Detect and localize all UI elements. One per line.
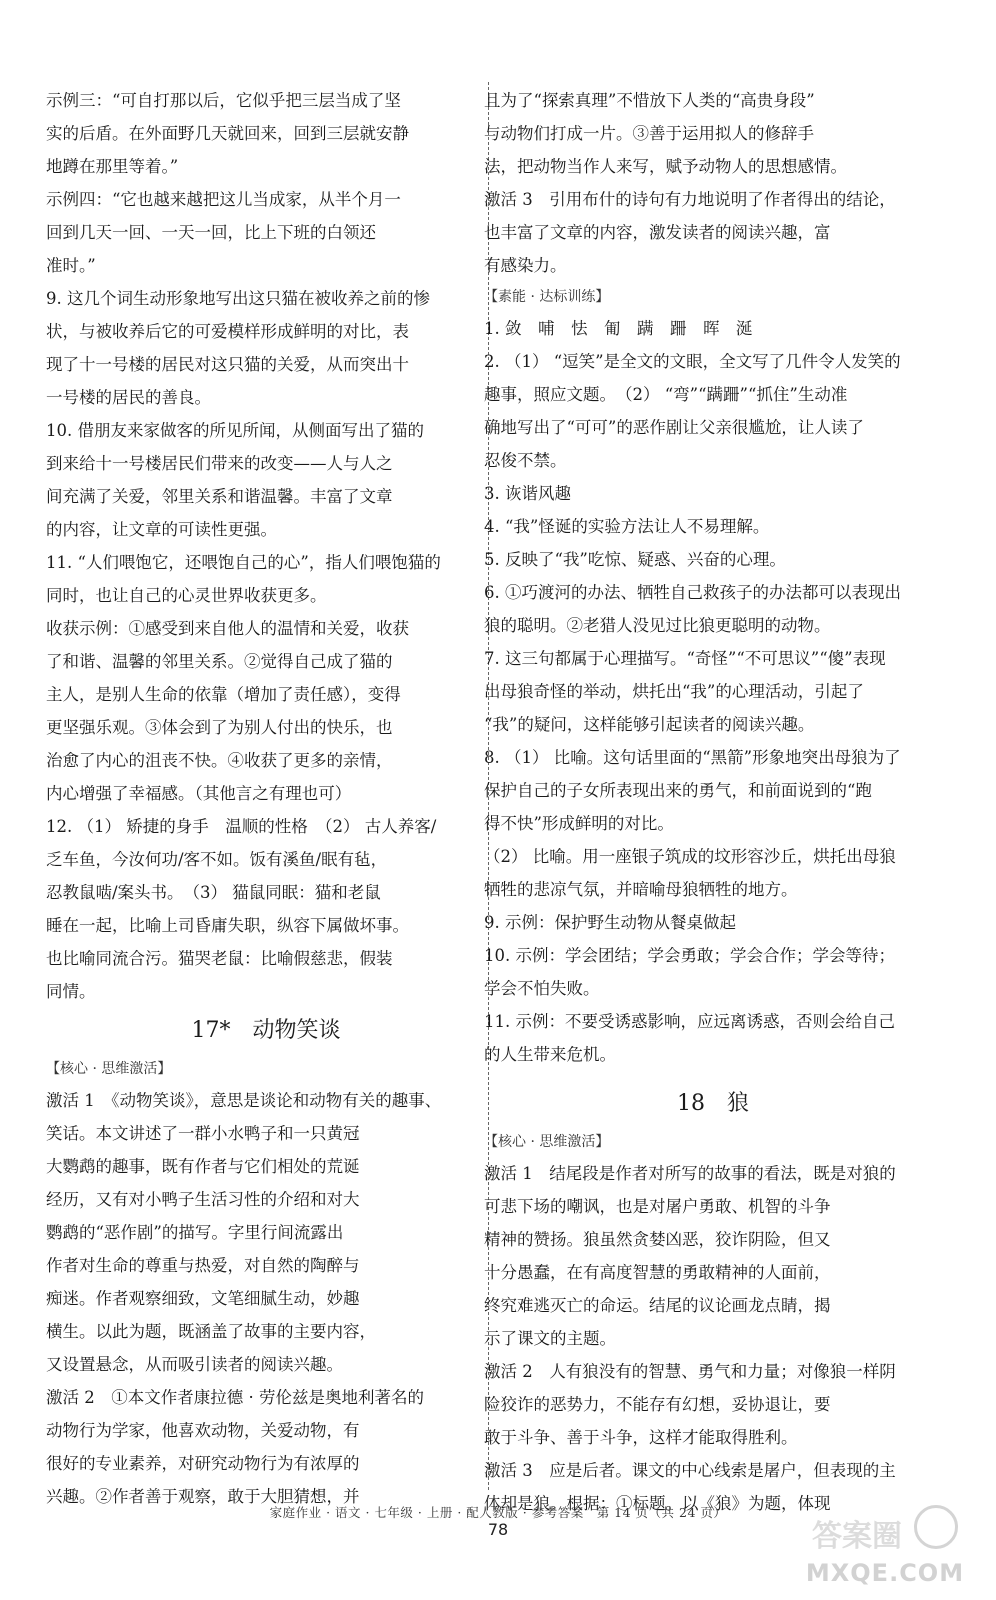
watermark-domain: MXQE.COM bbox=[805, 1559, 965, 1587]
right-column bbox=[484, 84, 942, 1520]
text-line: 实的后盾。在外面野几天就回来，回到三层就安静 bbox=[46, 124, 409, 143]
text-line: 10. 借朋友来家做客的所见所闻，从侧面写出了猫的 bbox=[46, 421, 424, 440]
text-line: 确地写出了“可可”的恶作剧让父亲很尴尬，让人读了 bbox=[484, 418, 864, 437]
text-line: 痴迷。作者观察细致，文笔细腻生动，妙趣 bbox=[46, 1289, 360, 1308]
left-column bbox=[46, 84, 486, 1513]
text-line: 睡在一起，比喻上司昏庸失职，纵容下属做坏事。 bbox=[46, 916, 409, 935]
text-line: 激活 2 人有狼没有的智慧、勇气和力量；对像狼一样阴 bbox=[484, 1362, 896, 1381]
text-line: 学会不怕失败。 bbox=[484, 979, 600, 998]
text-line: 十分愚蠢，在有高度智慧的勇敢精神的人面前， bbox=[484, 1263, 831, 1282]
text-line: 同时，也让自己的心灵世界收获更多。 bbox=[46, 586, 327, 605]
section-title: 17* 动物笑谈 bbox=[191, 1018, 341, 1043]
footer-text: 家庭作业 · 语文 · 七年级 · 上册 · 配人教版 · 参考答案 第 14 页（共 24 页） bbox=[269, 1505, 727, 1520]
text-line: 的内容，让文章的可读性更强。 bbox=[46, 520, 277, 539]
watermark-badge-icon bbox=[914, 1505, 958, 1549]
text-line: 激活 3 应是后者。课文的中心线索是屠户，但表现的主 bbox=[484, 1461, 896, 1480]
text-line: 收获示例：①感受到来自他人的温情和关爱，收获 bbox=[46, 619, 409, 638]
text-line: 10. 示例：学会团结；学会勇敢；学会合作；学会等待； bbox=[484, 946, 895, 965]
text-line: 11. “人们喂饱它，还喂饱自己的心”，指人们喂饱猫的 bbox=[46, 553, 441, 572]
text-line: 大鹦鹉的趣事，既有作者与它们相处的荒诞 bbox=[46, 1157, 360, 1176]
text-line: 趣事，照应文题。 （2） “弯”“蹒跚”“抓住”生动准 bbox=[484, 385, 848, 404]
text-line: 了和谐、温馨的邻里关系。②觉得自己成了猫的 bbox=[46, 652, 393, 671]
text-line: 2. （1） “逗笑”是全文的文眼，全文写了几件令人发笑的 bbox=[484, 352, 901, 371]
text-line: 状，与被收养后它的可爱模样形成鲜明的对比，表 bbox=[46, 322, 409, 341]
text-line: 笑话。本文讲述了一群小水鸭子和一只黄冠 bbox=[46, 1124, 360, 1143]
text-line: 忍教鼠啮/案头书。 （3） 猫鼠同眠：猫和老鼠 bbox=[46, 883, 381, 902]
text-line: 精神的赞扬。狼虽然贪婪凶恶，狡诈阴险，但又 bbox=[484, 1230, 831, 1249]
text-line: 动物行为学家，他喜欢动物，关爱动物，有 bbox=[46, 1421, 360, 1440]
text-line: 鹦鹉的“恶作剧”的描写。字里行间流露出 bbox=[46, 1223, 344, 1242]
text-line: 激活 1 《动物笑谈》，意思是谈论和动物有关的趣事、 bbox=[46, 1091, 442, 1110]
text-line: 内心增强了幸福感。（其他言之有理也可） bbox=[46, 784, 352, 803]
text-line: 现了十一号楼的居民对这只猫的关爱，从而突出十 bbox=[46, 355, 409, 374]
text-line: 12. （1） 矫捷的身手 温顺的性格 （2） 古人养客/ bbox=[46, 817, 437, 836]
text-line: 牺牲的悲凉气氛，并暗喻母狼牺牲的地方。 bbox=[484, 880, 798, 899]
watermark-cn: 答案圈 bbox=[812, 1519, 902, 1554]
text-line: 示了课文的主题。 bbox=[484, 1329, 616, 1348]
text-line: 7. 这三句都属于心理描写。“奇怪”“不可思议”“傻”表现 bbox=[484, 649, 886, 668]
text-line: 一号楼的居民的善良。 bbox=[46, 388, 211, 407]
text-line: 6. ①巧渡河的办法、牺牲自己救孩子的办法都可以表现出 bbox=[484, 583, 901, 602]
text-line: 1. 敛 哺 怯 匍 蹒 跚 晖 涎 bbox=[484, 319, 753, 338]
text-line: 兴趣。②作者善于观察，敢于大胆猜想，并 bbox=[46, 1487, 360, 1506]
text-line: 间充满了关爱，邻里关系和谐温馨。丰富了文章 bbox=[46, 487, 393, 506]
text-line: 9. 这几个词生动形象地写出这只猫在被收养之前的惨 bbox=[46, 289, 430, 308]
section-title: 18 狼 bbox=[677, 1091, 749, 1116]
text-line: 终究难逃灭亡的命运。结尾的议论画龙点睛，揭 bbox=[484, 1296, 831, 1315]
text-line: 可悲下场的嘲讽，也是对屠户勇敢、机智的斗争 bbox=[484, 1197, 831, 1216]
text-line: 的人生带来危机。 bbox=[484, 1045, 616, 1064]
text-line: 保护自己的子女所表现出来的勇气，和前面说到的“跑 bbox=[484, 781, 872, 800]
text-line: 11. 示例：不要受诱惑影响，应远离诱惑，否则会给自己 bbox=[484, 1012, 895, 1031]
text-line: 得不快”形成鲜明的对比。 bbox=[484, 814, 674, 833]
text-line: 经历，又有对小鸭子生活习性的介绍和对大 bbox=[46, 1190, 360, 1209]
text-line: 与动物们打成一片。③善于运用拟人的修辞手 bbox=[484, 124, 814, 143]
text-line: 回到几天一回、一天一回，比上下班的白领还 bbox=[46, 223, 376, 242]
text-line: “我”的疑问，这样能够引起读者的阅读兴趣。 bbox=[484, 715, 815, 734]
section-header: 【素能 · 达标训练】 bbox=[484, 289, 610, 305]
text-line: 准时。” bbox=[46, 256, 96, 275]
text-line: 狼的聪明。②老猎人没见过比狼更聪明的动物。 bbox=[484, 616, 831, 635]
text-line: 又设置悬念，从而吸引读者的阅读兴趣。 bbox=[46, 1355, 343, 1374]
text-line: 激活 2 ①本文作者康拉德 · 劳伦兹是奥地利著名的 bbox=[46, 1388, 424, 1407]
text-line: 险狡诈的恶势力，不能存有幻想，妥协退让，要 bbox=[484, 1395, 831, 1414]
page-number: 78 bbox=[487, 1520, 509, 1539]
text-line: 到来给十一号楼居民们带来的改变——人与人之 bbox=[46, 454, 393, 473]
text-line: 激活 3 引用布什的诗句有力地说明了作者得出的结论， bbox=[484, 190, 896, 209]
text-line: 地蹲在那里等着。” bbox=[46, 157, 179, 176]
text-line: 也比喻同流合污。猫哭老鼠：比喻假慈悲，假装 bbox=[46, 949, 393, 968]
text-line: 主人，是别人生命的依靠（增加了责任感），变得 bbox=[46, 685, 401, 704]
text-line: 很好的专业素养，对研究动物行为有浓厚的 bbox=[46, 1454, 360, 1473]
text-line: 同情。 bbox=[46, 982, 96, 1001]
text-line: 出母狼奇怪的举动，烘托出“我”的心理活动，引起了 bbox=[484, 682, 864, 701]
text-line: 5. 反映了“我”吃惊、疑惑、兴奋的心理。 bbox=[484, 550, 786, 569]
text-line: 8. （1） 比喻。这句话里面的“黑箭”形象地突出母狼为了 bbox=[484, 748, 901, 767]
text-line: 法，把动物当作人来写，赋予动物人的思想感情。 bbox=[484, 157, 847, 176]
text-line: 3. 诙谐风趣 bbox=[484, 484, 571, 503]
text-line: 乏车鱼，今汝何功/客不如。饭有溪鱼/眠有毡， bbox=[46, 850, 388, 869]
text-line: 也丰富了文章的内容，激发读者的阅读兴趣，富 bbox=[484, 223, 831, 242]
text-line: 更坚强乐观。③体会到了为别人付出的快乐，也 bbox=[46, 718, 393, 737]
text-line: 示例四：“它也越来越把这儿当成家，从半个月一 bbox=[46, 190, 401, 209]
text-line: 忍俊不禁。 bbox=[484, 451, 567, 470]
text-line: 且为了“探索真理”不惜放下人类的“高贵身段” bbox=[484, 91, 815, 110]
text-line: 作者对生命的尊重与热爱，对自然的陶醉与 bbox=[46, 1256, 360, 1275]
text-line: 有感染力。 bbox=[484, 256, 567, 275]
section-header: 【核心 · 思维激活】 bbox=[484, 1134, 610, 1150]
text-line: 敢于斗争、善于斗争，这样才能取得胜利。 bbox=[484, 1428, 798, 1447]
text-line: 激活 1 结尾段是作者对所写的故事的看法，既是对狼的 bbox=[484, 1164, 896, 1183]
text-line: 4. “我”怪诞的实验方法让人不易理解。 bbox=[484, 517, 770, 536]
text-line: 治愈了内心的沮丧不快。④收获了更多的亲情， bbox=[46, 751, 393, 770]
text-line: 横生。以此为题，既涵盖了故事的主要内容， bbox=[46, 1322, 376, 1341]
text-line: 示例三：“可自打那以后，它似乎把三层当成了坚 bbox=[46, 91, 401, 110]
text-line: 9. 示例：保护野生动物从餐桌做起 bbox=[484, 913, 736, 932]
section-header: 【核心 · 思维激活】 bbox=[46, 1061, 172, 1077]
text-line: 体却是狼。根据：①标题。以《狼》为题，体现 bbox=[484, 1494, 831, 1513]
text-line: （2） 比喻。用一座银子筑成的坟形容沙丘，烘托出母狼 bbox=[484, 847, 896, 866]
spacer bbox=[484, 1071, 942, 1081]
watermark-logo bbox=[800, 1505, 970, 1593]
